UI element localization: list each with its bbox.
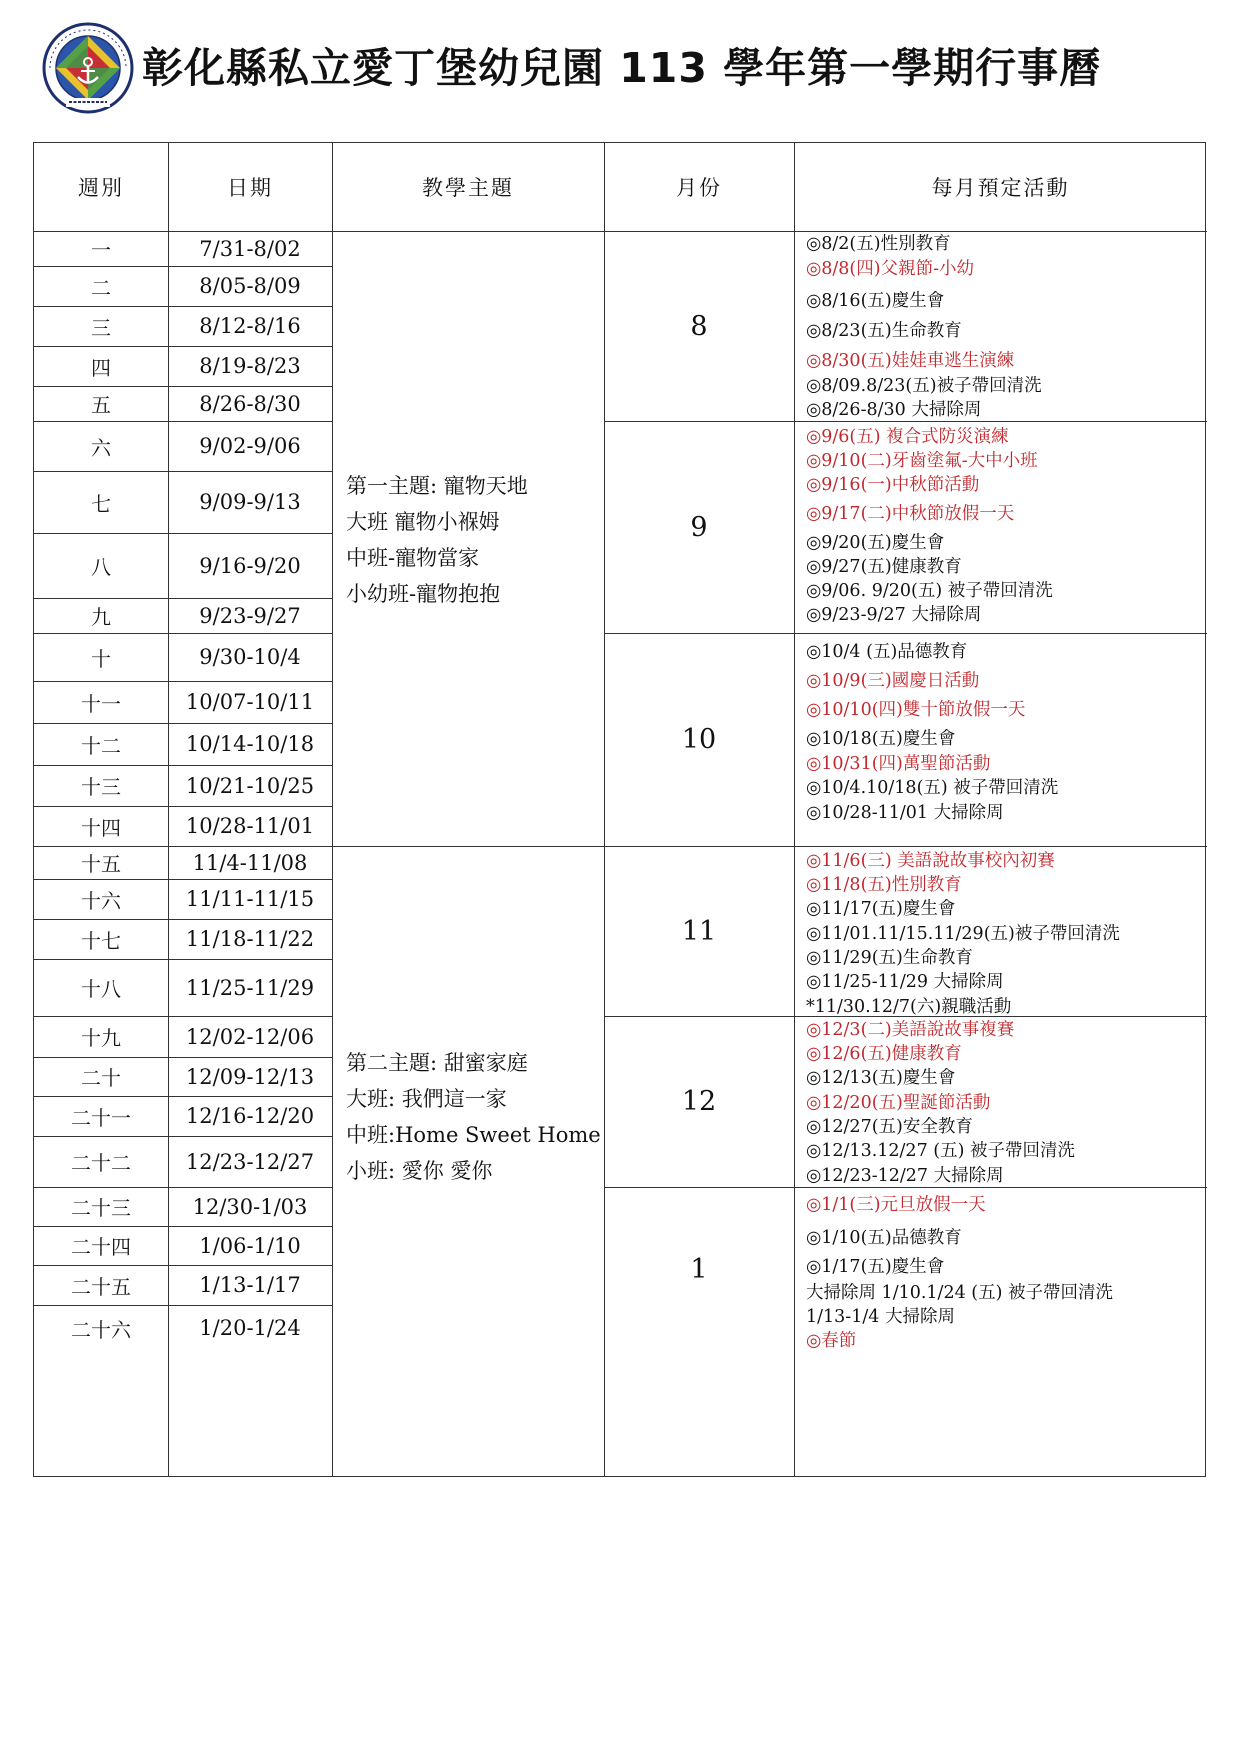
week-cell: 二十二 <box>71 1151 131 1175</box>
activity-item: ◎9/06. 9/20(五) 被子帶回清洗 <box>806 581 1053 601</box>
date-cell: 1/06-1/10 <box>199 1233 301 1258</box>
row-divider <box>34 633 332 634</box>
header-month: 月份 <box>676 176 722 200</box>
week-cell: 十三 <box>81 775 121 799</box>
school-emblem-logo <box>42 22 134 114</box>
date-cell: 10/07-10/11 <box>185 690 315 714</box>
week-cell: 一 <box>91 238 111 262</box>
header-date: 日期 <box>227 176 273 200</box>
date-cell: 10/21-10/25 <box>185 773 315 798</box>
activity-item: 1/13-1/4 大掃除周 <box>806 1307 955 1327</box>
date-cell: 11/11-11/15 <box>185 887 315 911</box>
month-cell: 12 <box>681 1086 717 1117</box>
activity-item: ◎9/6(五) 複合式防災演練 <box>806 427 1009 447</box>
week-cell: 九 <box>91 605 111 629</box>
date-cell: 1/20-1/24 <box>199 1316 301 1340</box>
week-cell: 二十五 <box>71 1274 131 1299</box>
theme-line: 小班: 愛你 愛你 <box>346 1159 493 1183</box>
theme-line: 第二主題: 甜蜜家庭 <box>346 1051 528 1075</box>
date-cell: 7/31-8/02 <box>199 236 301 261</box>
date-cell: 8/19-8/23 <box>199 354 301 378</box>
calendar-table <box>33 142 1206 1477</box>
week-cell: 十八 <box>81 977 121 1001</box>
date-cell: 11/18-11/22 <box>185 927 315 951</box>
activity-item: ◎9/17(二)中秋節放假一天 <box>806 504 1015 524</box>
row-divider <box>34 386 332 387</box>
activity-item: ◎10/18(五)慶生會 <box>806 729 956 749</box>
activity-item: ◎10/28-11/01 大掃除周 <box>806 803 1004 823</box>
week-cell: 十一 <box>81 691 121 716</box>
row-divider <box>34 1136 332 1137</box>
theme-line: 小幼班-寵物抱抱 <box>346 582 501 606</box>
date-cell: 10/14-10/18 <box>185 732 315 756</box>
page-title: 彰化縣私立愛丁堡幼兒園 113 學年第一學期行事曆 <box>142 44 1102 92</box>
activity-item: ◎12/3(二)美語說故事複賽 <box>806 1020 1015 1040</box>
month-cell: 10 <box>681 724 717 755</box>
row-divider <box>34 723 332 724</box>
column-divider <box>332 143 333 1476</box>
date-cell: 12/02-12/06 <box>185 1024 315 1049</box>
row-divider <box>34 306 332 307</box>
date-cell: 12/23-12/27 <box>185 1149 315 1174</box>
activity-item: ◎12/20(五)聖誕節活動 <box>806 1093 991 1113</box>
row-divider <box>34 533 332 534</box>
activity-item: ◎8/2(五)性別教育 <box>806 234 951 254</box>
activity-item: ◎12/13(五)慶生會 <box>806 1068 956 1088</box>
row-divider <box>34 765 332 766</box>
activity-item: ◎12/13.12/27 (五) 被子帶回清洗 <box>806 1141 1075 1161</box>
activity-item: ◎9/27(五)健康教育 <box>806 557 962 577</box>
week-cell: 七 <box>91 491 111 516</box>
activity-item: ◎11/6(三) 美語說故事校內初賽 <box>806 851 1055 871</box>
week-cell: 二 <box>91 275 111 300</box>
activity-item: ◎10/9(三)國慶日活動 <box>806 671 980 691</box>
row-divider <box>34 681 332 682</box>
week-cell: 三 <box>91 315 111 340</box>
week-cell: 二十 <box>81 1066 121 1090</box>
page-header <box>0 0 1241 140</box>
date-cell: 11/25-11/29 <box>185 975 315 1000</box>
activity-item: ◎11/25-11/29 大掃除周 <box>806 972 1004 992</box>
date-cell: 9/23-9/27 <box>199 603 301 628</box>
theme-line: 大班: 我們這一家 <box>346 1087 507 1111</box>
week-cell: 八 <box>91 555 111 579</box>
date-cell: 12/16-12/20 <box>185 1104 315 1128</box>
row-divider <box>34 346 332 347</box>
activity-item: ◎1/10(五)品德教育 <box>806 1228 962 1248</box>
date-cell: 1/13-1/17 <box>199 1273 301 1297</box>
activity-item: ◎9/16(一)中秋節活動 <box>806 475 980 495</box>
date-cell: 9/09-9/13 <box>199 490 301 514</box>
week-cell: 十二 <box>81 733 121 758</box>
row-divider <box>34 1305 332 1306</box>
row-divider <box>34 1187 332 1188</box>
theme-line: 第一主題: 寵物天地 <box>346 474 528 498</box>
activity-item: ◎9/23-9/27 大掃除周 <box>806 605 982 625</box>
activity-item: ◎8/23(五)生命教育 <box>806 321 962 341</box>
row-divider <box>34 959 332 960</box>
week-cell: 十七 <box>81 928 121 953</box>
activity-item: ◎12/23-12/27 大掃除周 <box>806 1166 1004 1186</box>
theme-line: 中班:Home Sweet Home <box>346 1123 601 1147</box>
activity-item: ◎8/30(五)娃娃車逃生演練 <box>806 351 1015 371</box>
activity-item: ◎10/31(四)萬聖節活動 <box>806 754 991 774</box>
date-cell: 8/12-8/16 <box>199 314 301 338</box>
activity-item: ◎10/4 (五)品德教育 <box>806 642 968 662</box>
row-divider <box>34 1226 332 1227</box>
week-cell: 十六 <box>81 888 121 913</box>
date-cell: 9/02-9/06 <box>199 434 301 458</box>
activity-item: ◎8/16(五)慶生會 <box>806 291 945 311</box>
date-cell: 8/05-8/09 <box>199 274 301 298</box>
week-cell: 十 <box>91 646 111 671</box>
activity-item: ◎1/17(五)慶生會 <box>806 1257 945 1277</box>
row-divider <box>34 1265 332 1266</box>
activity-item: ◎12/6(五)健康教育 <box>806 1044 962 1064</box>
week-cell: 十五 <box>81 852 121 876</box>
row-divider <box>34 471 332 472</box>
week-cell: 四 <box>91 355 111 380</box>
row-divider <box>34 879 332 880</box>
week-cell: 十四 <box>81 815 121 840</box>
date-cell: 12/30-1/03 <box>192 1194 308 1219</box>
row-divider <box>34 806 332 807</box>
week-cell: 五 <box>91 393 111 417</box>
activity-item: ◎11/8(五)性別教育 <box>806 875 962 895</box>
month-cell: 1 <box>690 1253 708 1285</box>
month-cell: 11 <box>681 915 717 947</box>
week-cell: 十九 <box>81 1026 121 1050</box>
week-cell: 二十四 <box>71 1235 131 1259</box>
week-cell: 二十一 <box>71 1105 131 1130</box>
month-cell: 8 <box>690 310 708 342</box>
header-theme: 教學主題 <box>422 176 514 200</box>
activity-item: ◎1/1(三)元旦放假一天 <box>806 1195 986 1215</box>
activity-item: ◎春節 <box>806 1331 857 1351</box>
row-divider <box>34 1096 332 1097</box>
date-cell: 9/30-10/4 <box>199 645 301 669</box>
date-cell: 10/28-11/01 <box>185 814 315 838</box>
date-cell: 12/09-12/13 <box>185 1064 315 1089</box>
column-divider <box>794 143 795 1476</box>
activity-item: ◎8/8(四)父親節-小幼 <box>806 259 975 279</box>
date-cell: 8/26-8/30 <box>199 391 301 416</box>
row-divider <box>34 266 332 267</box>
month-cell: 9 <box>690 511 708 543</box>
week-cell: 六 <box>91 435 111 460</box>
row-divider <box>34 1057 332 1058</box>
theme-divider <box>332 846 604 847</box>
date-cell: 9/16-9/20 <box>199 553 301 578</box>
activity-item: ◎9/10(二)牙齒塗氟-大中小班 <box>806 451 1038 471</box>
row-divider <box>34 919 332 920</box>
teaching-theme <box>346 468 528 612</box>
activity-item: ◎11/17(五)慶生會 <box>806 899 956 919</box>
row-divider <box>34 1016 332 1017</box>
activity-item: ◎11/29(五)生命教育 <box>806 948 973 968</box>
theme-line: 大班 寵物小褓姆 <box>346 510 500 534</box>
activity-item: ◎11/01.11/15.11/29(五)被子帶回清洗 <box>806 924 1120 944</box>
row-divider <box>34 421 332 422</box>
header-week: 週別 <box>78 176 124 200</box>
week-cell: 二十三 <box>71 1196 131 1220</box>
activity-item: ◎9/20(五)慶生會 <box>806 533 945 553</box>
row-divider <box>34 846 332 847</box>
activity-item: *11/30.12/7(六)親職活動 <box>806 997 1012 1017</box>
activity-item: ◎12/27(五)安全教育 <box>806 1117 973 1137</box>
activity-item: 大掃除周 1/10.1/24 (五) 被子帶回清洗 <box>806 1283 1114 1303</box>
teaching-theme <box>346 1045 601 1189</box>
week-cell: 二十六 <box>71 1317 131 1342</box>
row-divider <box>34 598 332 599</box>
activity-item: ◎8/09.8/23(五)被子帶回清洗 <box>806 376 1042 396</box>
activity-item: ◎8/26-8/30 大掃除周 <box>806 400 982 420</box>
activity-item: ◎10/10(四)雙十節放假一天 <box>806 700 1026 720</box>
header-activities: 每月預定活動 <box>931 176 1070 200</box>
theme-line: 中班-寵物當家 <box>346 546 480 570</box>
date-cell: 11/4-11/08 <box>192 850 308 875</box>
activity-item: ◎10/4.10/18(五) 被子帶回清洗 <box>806 778 1059 798</box>
